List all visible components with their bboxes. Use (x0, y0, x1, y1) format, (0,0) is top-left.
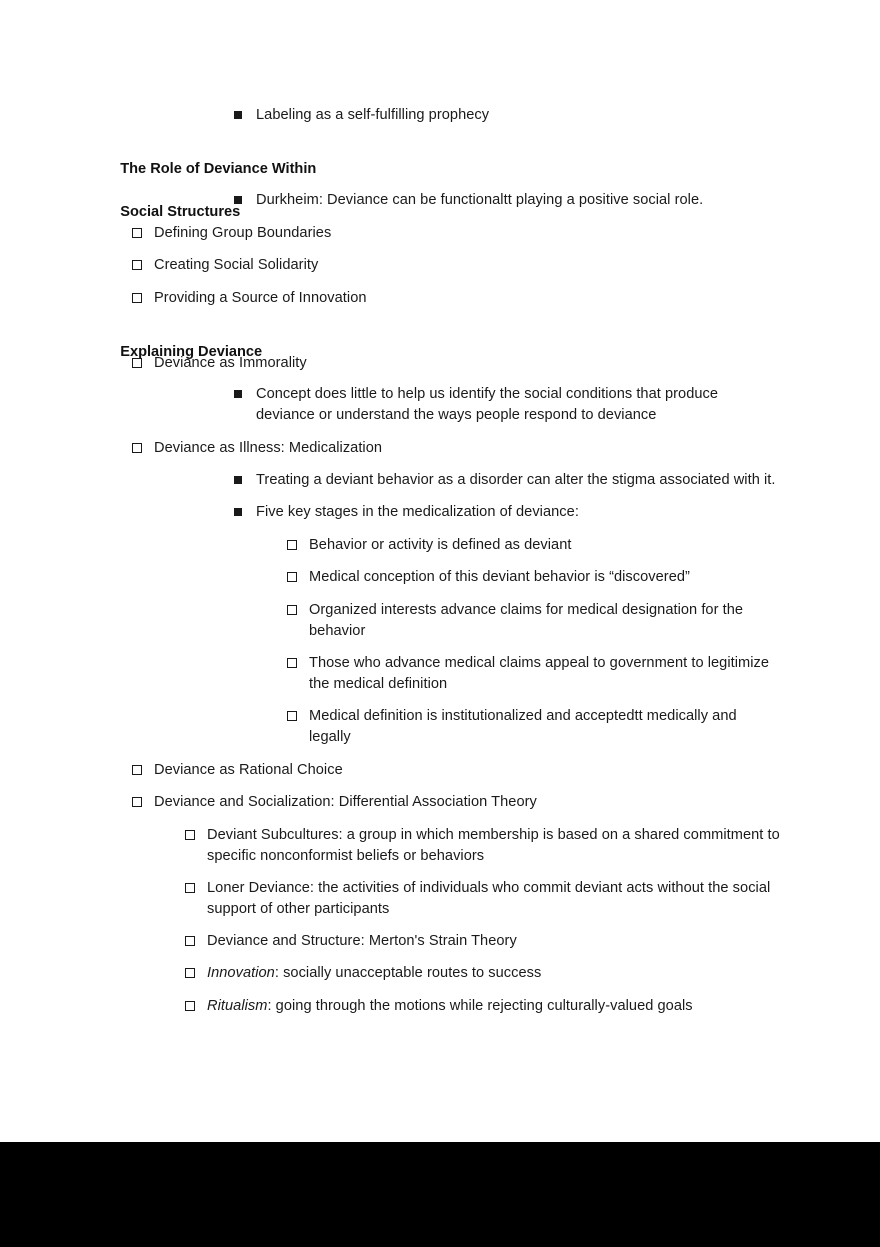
list-item (185, 963, 785, 984)
list-item (185, 931, 785, 952)
list-item (185, 878, 782, 920)
list-item (234, 384, 746, 426)
list-item (234, 502, 794, 523)
list-item-label: Creating Social Solidarity (154, 257, 319, 273)
list-item (132, 223, 732, 244)
list-item (132, 353, 732, 374)
list-item-definition: : socially unacceptable routes to success (274, 965, 542, 981)
list-item-label (207, 996, 693, 1017)
list-item (287, 535, 757, 556)
list-item (287, 706, 754, 748)
list-item-label: Deviance as Immorality (154, 355, 307, 371)
list-item-term: Ritualism (207, 998, 268, 1014)
list-item-label: Behavior or activity is defined as deviant (309, 537, 572, 553)
list-item-label (207, 963, 541, 984)
list-item (287, 600, 752, 642)
list-item (234, 470, 804, 491)
list-item (234, 105, 794, 126)
list-item-definition: : going through the motions while rejecting culturally-valued goals (267, 998, 693, 1014)
heading-line-1: The Role of Deviance Within (120, 160, 317, 177)
list-item-term: Innovation (207, 965, 275, 981)
list-item (185, 996, 805, 1017)
list-item (132, 438, 732, 459)
list-item (132, 792, 732, 813)
list-item-label: Organized interests advance claims for medical designation for the behavior (309, 602, 748, 639)
list-item-label: Deviance and Structure: Merton's Strain Theory (207, 933, 517, 949)
footer-bar (0, 1142, 880, 1247)
list-item-label: Loner Deviance: the activities of individuals who commit deviant acts without the social support of other participants (207, 880, 775, 917)
list-item-label: Labeling as a self-fulfilling prophecy (256, 107, 490, 123)
list-item (287, 567, 757, 588)
list-item-label: Deviant Subcultures: a group in which membership is based on a shared commitment to specific nonconformist beliefs or behaviors (207, 827, 784, 864)
heading-line-2: Social Structures (120, 203, 241, 220)
heading-line-1: Explaining Deviance (120, 343, 263, 360)
list-item (185, 825, 785, 867)
list-item (132, 255, 732, 276)
list-item-label: Those who advance medical claims appeal to government to legitimize the medical definition (309, 655, 774, 692)
list-item-label: Deviance as Illness: Medicalization (154, 440, 383, 456)
list-item (287, 653, 777, 695)
list-item (132, 288, 732, 309)
list-item-label: Providing a Source of Innovation (154, 290, 367, 306)
list-item-label: Five key stages in the medicalization of deviance: (256, 504, 579, 520)
list-item-label: Deviance as Rational Choice (154, 762, 343, 778)
list-item-label: Defining Group Boundaries (154, 225, 332, 241)
list-item-label: Medical conception of this deviant behavior is “discovered” (309, 569, 690, 585)
list-item-label: Treating a deviant behavior as a disorder can alter the stigma associated with it. (256, 472, 776, 488)
list-item (132, 760, 732, 781)
list-item-label: Deviance and Socialization: Differential Association Theory (154, 794, 537, 810)
list-item-label: Durkheim: Deviance can be functionaltt playing a positive social role. (256, 192, 704, 208)
list-item-label: Concept does little to help us identify the social conditions that produce deviance or understand the ways people respond to deviance (256, 386, 723, 423)
list-item (234, 190, 794, 211)
list-item-label: Medical definition is institutionalized and acceptedtt medically and legally (309, 708, 741, 745)
